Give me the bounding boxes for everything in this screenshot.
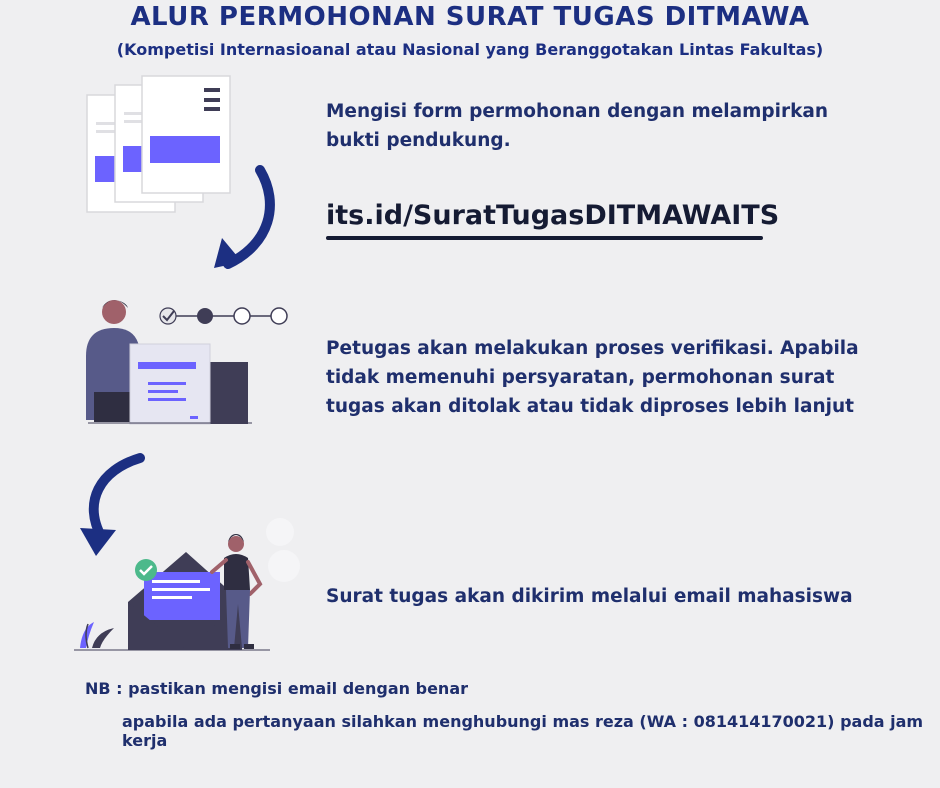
page-subtitle: (Kompetisi Internasioanal atau Nasional yang Beranggotakan Lintas Fakultas) xyxy=(116,40,824,59)
step-3-text: Surat tugas akan dikirim melalui email mahasiswa xyxy=(326,586,853,607)
progress-steps-icon xyxy=(160,308,287,324)
curved-arrow-icon xyxy=(212,166,282,274)
document-icon xyxy=(130,344,210,424)
step-1-text: Mengisi form permohonan dengan melampirkan bukti pendukung. xyxy=(326,101,829,151)
form-link[interactable]: its.id/SuratTugasDITMAWAITS xyxy=(326,200,780,231)
check-icon xyxy=(135,559,157,581)
verification-illustration xyxy=(80,296,300,426)
email-illustration xyxy=(74,514,304,654)
step-2-text: Petugas akan melakukan proses verifikasi. Apabila tidak memenuhi persyaratan, permohonan surat tugas akan ditolak atau tidak diproses lebih lanjut xyxy=(326,338,859,417)
contact-note: apabila ada pertanyaan silahkan menghubungi mas reza (WA : 081414170021) pada jam kerja xyxy=(122,712,924,750)
link-underline xyxy=(326,236,763,240)
page-title: ALUR PERMOHONAN SURAT TUGAS DITMAWA xyxy=(130,2,810,32)
plant-icon xyxy=(80,622,114,648)
nb-note: NB : pastikan mengisi email dengan benar xyxy=(85,679,469,698)
